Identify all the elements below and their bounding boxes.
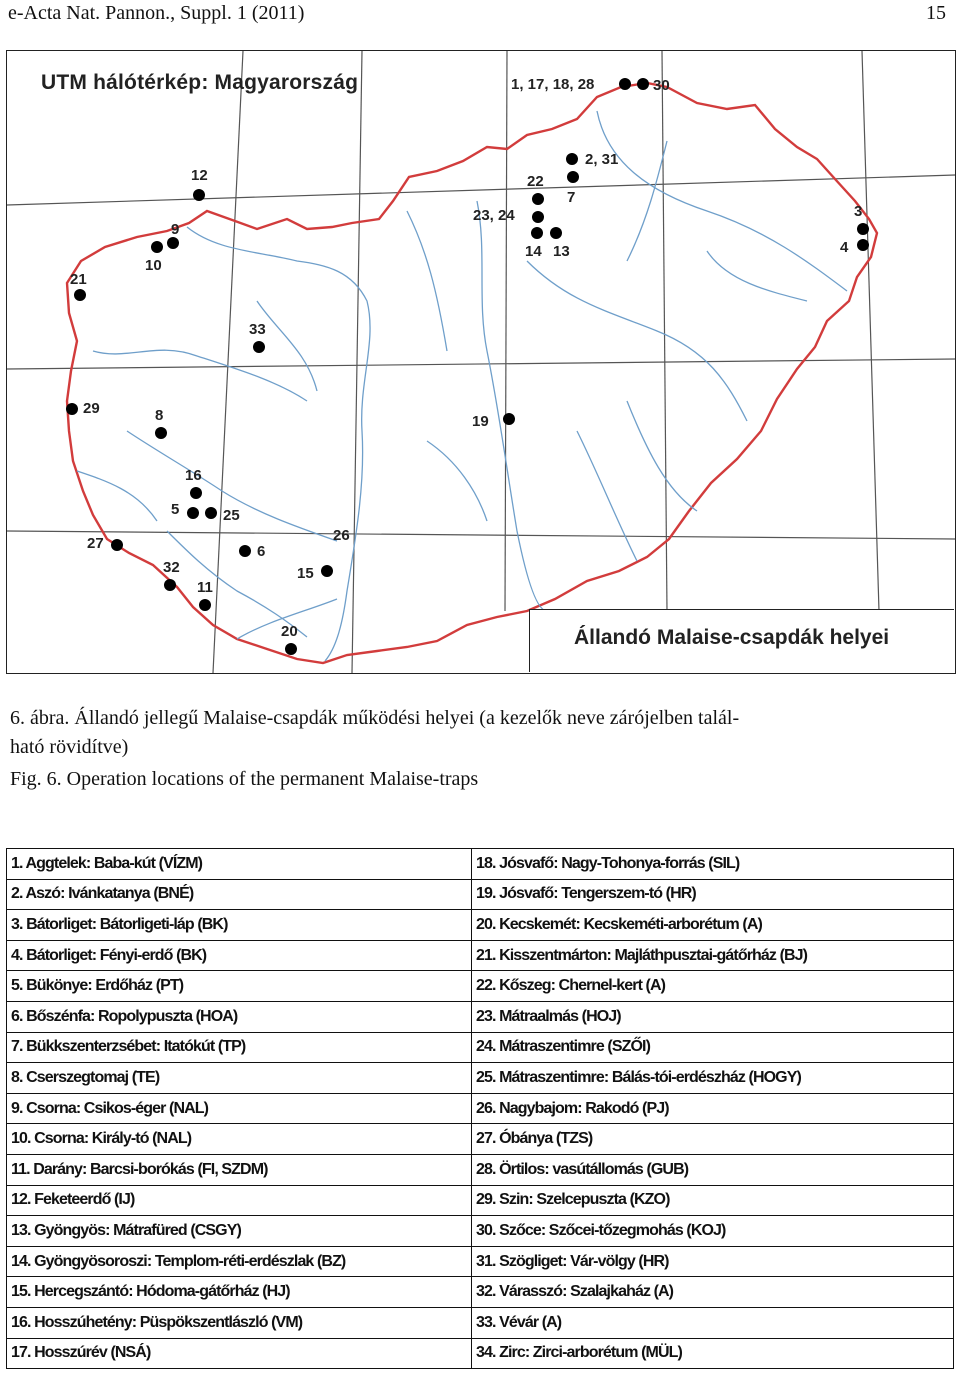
table-cell: 4. Bátorliget: Fényi-erdő (BK) xyxy=(7,940,472,971)
trap-locations-table xyxy=(6,848,954,1369)
hungary-border xyxy=(67,83,877,663)
site-label: 29 xyxy=(83,400,100,417)
map-legend-box xyxy=(529,609,954,672)
table-row xyxy=(7,1063,954,1094)
site-label: 16 xyxy=(185,467,202,484)
site-label: 9 xyxy=(171,221,180,238)
table-cell: 8. Cserszegtomaj (TE) xyxy=(7,1063,472,1094)
utm-map-figure xyxy=(6,50,956,674)
table-cell: 25. Mátraszentimre: Bálás-tói-erdészház (HOGY) xyxy=(472,1063,954,1094)
table-cell: 22. Kőszeg: Chernel-kert (A) xyxy=(472,971,954,1002)
table-row xyxy=(7,1338,954,1369)
table-row xyxy=(7,910,954,941)
site-label: 2, 31 xyxy=(585,151,619,168)
table-row xyxy=(7,1124,954,1155)
site-label: 11 xyxy=(197,579,213,596)
table-cell: 11. Darány: Barcsi-borókás (FI, SZDM) xyxy=(7,1154,472,1185)
utm-grid xyxy=(7,51,955,673)
site-label: 8 xyxy=(155,407,164,424)
site-label: 19 xyxy=(472,413,489,430)
table-row xyxy=(7,1032,954,1063)
table-cell: 10. Csorna: Király-tó (NAL) xyxy=(7,1124,472,1155)
table-cell: 14. Gyöngyösoroszi: Templom-réti-erdészlak (BZ) xyxy=(7,1246,472,1277)
site-label: 13 xyxy=(553,243,570,260)
table-cell: 27. Óbánya (TZS) xyxy=(472,1124,954,1155)
site-label: 23, 24 xyxy=(473,207,515,224)
site-label: 4 xyxy=(840,239,849,256)
table-cell: 12. Feketeerdő (IJ) xyxy=(7,1185,472,1216)
table-cell: 6. Bőszénfa: Ropolypuszta (HOA) xyxy=(7,1001,472,1032)
table-cell: 29. Szin: Szelcepuszta (KZO) xyxy=(472,1185,954,1216)
site-label: 14 xyxy=(525,243,542,260)
site-markers xyxy=(66,78,869,655)
table-cell: 17. Hosszúrév (NSÁ) xyxy=(7,1338,472,1369)
table-row xyxy=(7,1001,954,1032)
table-row xyxy=(7,1246,954,1277)
table-cell: 15. Hercegszántó: Hódoma-gátőrház (HJ) xyxy=(7,1277,472,1308)
table-cell: 34. Zirc: Zirci-arborétum (MÜL) xyxy=(472,1338,954,1369)
table-cell: 21. Kisszentmárton: Majláthpusztai-gátőrház (BJ) xyxy=(472,940,954,971)
table-row xyxy=(7,940,954,971)
table-row xyxy=(7,1307,954,1338)
map-svg xyxy=(7,51,955,673)
site-label: 10 xyxy=(145,257,162,274)
table-row xyxy=(7,1185,954,1216)
table-row xyxy=(7,1154,954,1185)
table-cell: 9. Csorna: Csikos-éger (NAL) xyxy=(7,1093,472,1124)
site-label: 5 xyxy=(171,501,180,518)
table-cell: 26. Nagybajom: Rakodó (PJ) xyxy=(472,1093,954,1124)
map-legend-text: Állandó Malaise-csapdák helyei xyxy=(574,626,890,649)
page-number: 15 xyxy=(926,2,946,24)
table-cell: 24. Mátraszentimre (SZŐI) xyxy=(472,1032,954,1063)
table-row xyxy=(7,1093,954,1124)
table-row xyxy=(7,1216,954,1247)
site-label: 3 xyxy=(854,203,863,220)
site-label: 30 xyxy=(653,77,670,94)
table-cell: 28. Örtilos: vasútállomás (GUB) xyxy=(472,1154,954,1185)
site-label: 25 xyxy=(223,507,240,524)
river-network xyxy=(77,111,847,661)
table-cell: 19. Jósvafő: Tengerszem-tó (HR) xyxy=(472,879,954,910)
table-row xyxy=(7,849,954,880)
table-cell: 3. Bátorliget: Bátorligeti-láp (BK) xyxy=(7,910,472,941)
table-cell: 18. Jósvafő: Nagy-Tohonya-forrás (SIL) xyxy=(472,849,954,880)
table-cell: 20. Kecskemét: Kecskeméti-arborétum (A) xyxy=(472,910,954,941)
caption-hu-line2: ható rövidítve) xyxy=(10,736,129,758)
table-cell: 30. Szőce: Szőcei-tőzegmohás (KOJ) xyxy=(472,1216,954,1247)
table-cell: 7. Bükkszenterzsébet: Itatókút (TP) xyxy=(7,1032,472,1063)
caption-en: Fig. 6. Operation locations of the permanent Malaise-traps xyxy=(10,768,479,790)
site-label: 12 xyxy=(191,167,208,184)
table-row xyxy=(7,971,954,1002)
site-label: 22 xyxy=(527,173,544,190)
journal-header: e-Acta Nat. Pannon., Suppl. 1 (2011) xyxy=(8,2,305,24)
map-title: UTM hálótérkép: Magyarország xyxy=(41,71,359,94)
site-label: 33 xyxy=(249,321,266,338)
site-label: 20 xyxy=(281,623,298,640)
site-label: 27 xyxy=(87,535,104,552)
table-cell: 31. Szögliget: Vár-völgy (HR) xyxy=(472,1246,954,1277)
site-label: 21 xyxy=(70,271,87,288)
table-cell: 13. Gyöngyös: Mátrafüred (CSGY) xyxy=(7,1216,472,1247)
table-cell: 1. Aggtelek: Baba-kút (VÍZM) xyxy=(7,849,472,880)
caption-hu-line1: 6. ábra. Állandó jellegű Malaise-csapdák működési helyei (a kezelők neve zárójelben talál- xyxy=(10,707,740,729)
site-label: 1, 17, 18, 28 xyxy=(511,76,595,93)
table-cell: 5. Bükönye: Erdőház (PT) xyxy=(7,971,472,1002)
table-cell: 23. Mátraalmás (HOJ) xyxy=(472,1001,954,1032)
table-cell: 2. Aszó: Ivánkatanya (BNÉ) xyxy=(7,879,472,910)
table-cell: 33. Vévár (A) xyxy=(472,1307,954,1338)
site-label: 15 xyxy=(297,565,314,582)
table-cell: 32. Várasszó: Szalajkaház (A) xyxy=(472,1277,954,1308)
table-row xyxy=(7,1277,954,1308)
site-label: 7 xyxy=(567,189,576,206)
table-cell: 16. Hosszúhetény: Püspökszentlászló (VM) xyxy=(7,1307,472,1338)
site-label: 32 xyxy=(163,559,180,576)
site-label: 6 xyxy=(257,543,266,560)
site-label: 26 xyxy=(333,527,350,544)
table-row xyxy=(7,879,954,910)
